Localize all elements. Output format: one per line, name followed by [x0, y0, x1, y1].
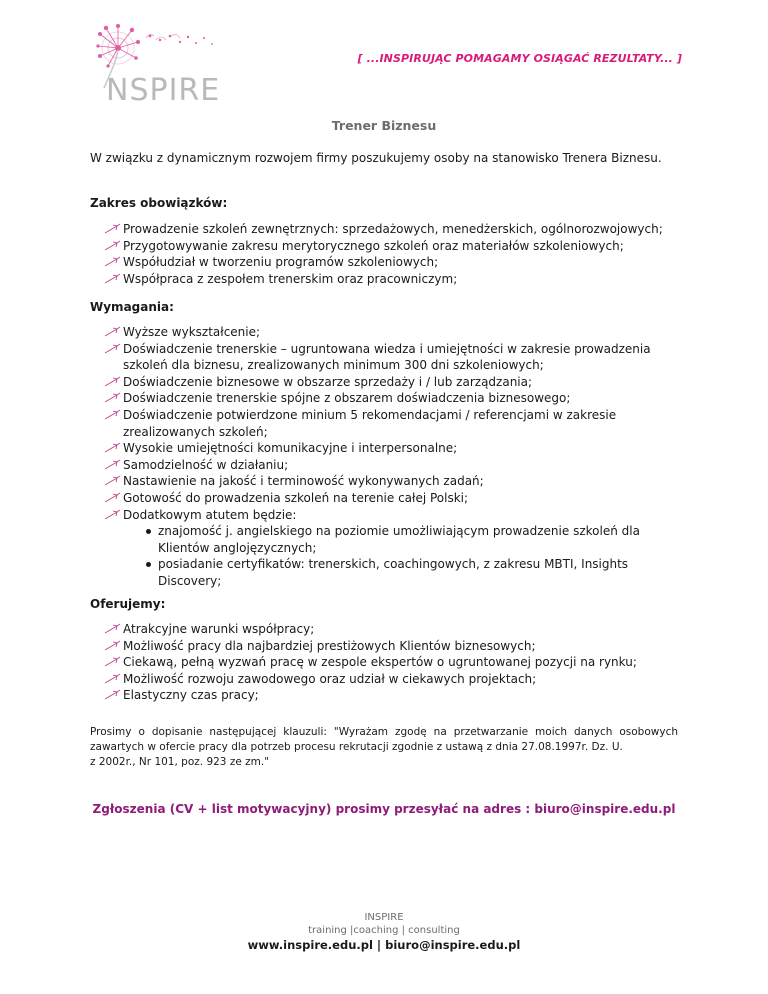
arrow-bullet-icon	[104, 326, 122, 337]
list-item: Elastyczny czas pracy;	[104, 687, 684, 704]
list-item: Atrakcyjne warunki współpracy;	[104, 621, 684, 638]
list-item: Doświadczenie biznesowe w obszarze sprzedaży i / lub zarządzania;	[104, 374, 684, 391]
arrow-bullet-icon	[104, 343, 122, 354]
list-item: Gotowość do prowadzenia szkoleń na terenie całej Polski;	[104, 490, 684, 507]
arrow-bullet-icon	[104, 656, 122, 667]
list-item: Ciekawą, pełną wyzwań pracę w zespole ekspertów o ugruntowanej pozycji na rynku;	[104, 654, 684, 671]
tagline: [ ...INSPIRUJĄC POMAGAMY OSIĄGAĆ REZULTATY... ]	[357, 52, 682, 65]
consent-clause	[90, 725, 678, 770]
list-item: Doświadczenie trenerskie – ugruntowana wiedza i umiejętności w zakresie prowadzenia szkoleń dla biznesu, zrealizowanych minimum 300 dni szkoleniowych;	[104, 341, 684, 374]
duties-list	[104, 221, 684, 287]
footer-company: INSPIRE	[364, 912, 404, 923]
logo-wordmark: NSPIRE	[106, 73, 221, 108]
requirements-heading: Wymagania:	[90, 300, 174, 314]
arrow-bullet-icon	[104, 223, 122, 234]
intro-paragraph: W związku z dynamicznym rozwojem firmy poszukujemy osoby na stanowisko Trenera Biznesu.	[90, 151, 662, 165]
offer-heading: Oferujemy:	[90, 597, 166, 611]
application-note: Zgłoszenia (CV + list motywacyjny) prosimy przesyłać na adres : biuro@inspire.edu.pl	[92, 802, 676, 816]
list-item: Prowadzenie szkoleń zewnętrznych: sprzedażowych, menedżerskich, ogólnorozwojowych;	[104, 221, 684, 238]
footer-services: training |coaching | consulting	[308, 925, 460, 936]
duties-heading: Zakres obowiązków:	[90, 196, 228, 210]
bonus-list	[123, 523, 684, 589]
list-item: Nastawienie na jakość i terminowość wykonywanych zadań;	[104, 473, 684, 490]
arrow-bullet-icon	[104, 376, 122, 387]
arrow-bullet-icon	[104, 509, 122, 520]
arrow-bullet-icon	[104, 392, 122, 403]
offer-list	[104, 621, 684, 704]
bullet-dot-icon	[146, 529, 151, 534]
list-item: Współpraca z zespołem trenerskim oraz pracowniczym;	[104, 271, 684, 288]
requirements-list	[104, 324, 684, 590]
list-item: Dodatkowym atutem będzie: znajomość j. angielskiego na poziomie umożliwiającym prowadzenie szkoleń dla Klientów anglojęzycznych; posiadanie certyfikatów: trenerskich, coachingowych, z zakresu MBTI, Insights Discovery;	[104, 507, 684, 590]
inspire-logo	[92, 22, 252, 108]
consent-clause-last: z 2002r., Nr 101, poz. 923 ze zm."	[90, 756, 270, 768]
arrow-bullet-icon	[104, 273, 122, 284]
arrow-bullet-icon	[104, 623, 122, 634]
list-item: Możliwość pracy dla najbardziej prestiżowych Klientów biznesowych;	[104, 638, 684, 655]
bullet-dot-icon	[146, 562, 151, 567]
arrow-bullet-icon	[104, 475, 122, 486]
list-item: Współudział w tworzeniu programów szkoleniowych;	[104, 254, 684, 271]
arrow-bullet-icon	[104, 442, 122, 453]
list-item: posiadanie certyfikatów: trenerskich, coachingowych, z zakresu MBTI, Insights Discovery;	[145, 556, 684, 589]
list-item: Doświadczenie potwierdzone minium 5 rekomendacjami / referencjami w zakresie zrealizowanych szkoleń;	[104, 407, 684, 440]
footer	[0, 911, 768, 953]
list-item: znajomość j. angielskiego na poziomie umożliwiającym prowadzenie szkoleń dla Klientów anglojęzycznych;	[145, 523, 684, 556]
arrow-bullet-icon	[104, 240, 122, 251]
arrow-bullet-icon	[104, 409, 122, 420]
list-item: Wysokie umiejętności komunikacyjne i interpersonalne;	[104, 440, 684, 457]
arrow-bullet-icon	[104, 640, 122, 651]
arrow-bullet-icon	[104, 673, 122, 684]
page-title: Trener Biznesu	[331, 118, 437, 133]
list-item: Przygotowywanie zakresu merytorycznego szkoleń oraz materiałów szkoleniowych;	[104, 238, 684, 255]
arrow-bullet-icon	[104, 492, 122, 503]
list-item: Doświadczenie trenerskie spójne z obszarem doświadczenia biznesowego;	[104, 390, 684, 407]
footer-contact: www.inspire.edu.pl | biuro@inspire.edu.pl	[247, 938, 521, 952]
list-item: Wyższe wykształcenie;	[104, 324, 684, 341]
list-item: Możliwość rozwoju zawodowego oraz udział w ciekawych projektach;	[104, 671, 684, 688]
list-item: Samodzielność w działaniu;	[104, 457, 684, 474]
arrow-bullet-icon	[104, 459, 122, 470]
arrow-bullet-icon	[104, 689, 122, 700]
arrow-bullet-icon	[104, 256, 122, 267]
consent-clause-main: Prosimy o dopisanie następującej klauzuli: "Wyrażam zgodę na przetwarzanie moich danych osobowych zawartych w ofercie pracy dla potrzeb procesu rekrutacji zgodnie z ustawą z dnia 27.08.1997r. Dz. U.	[90, 726, 678, 753]
